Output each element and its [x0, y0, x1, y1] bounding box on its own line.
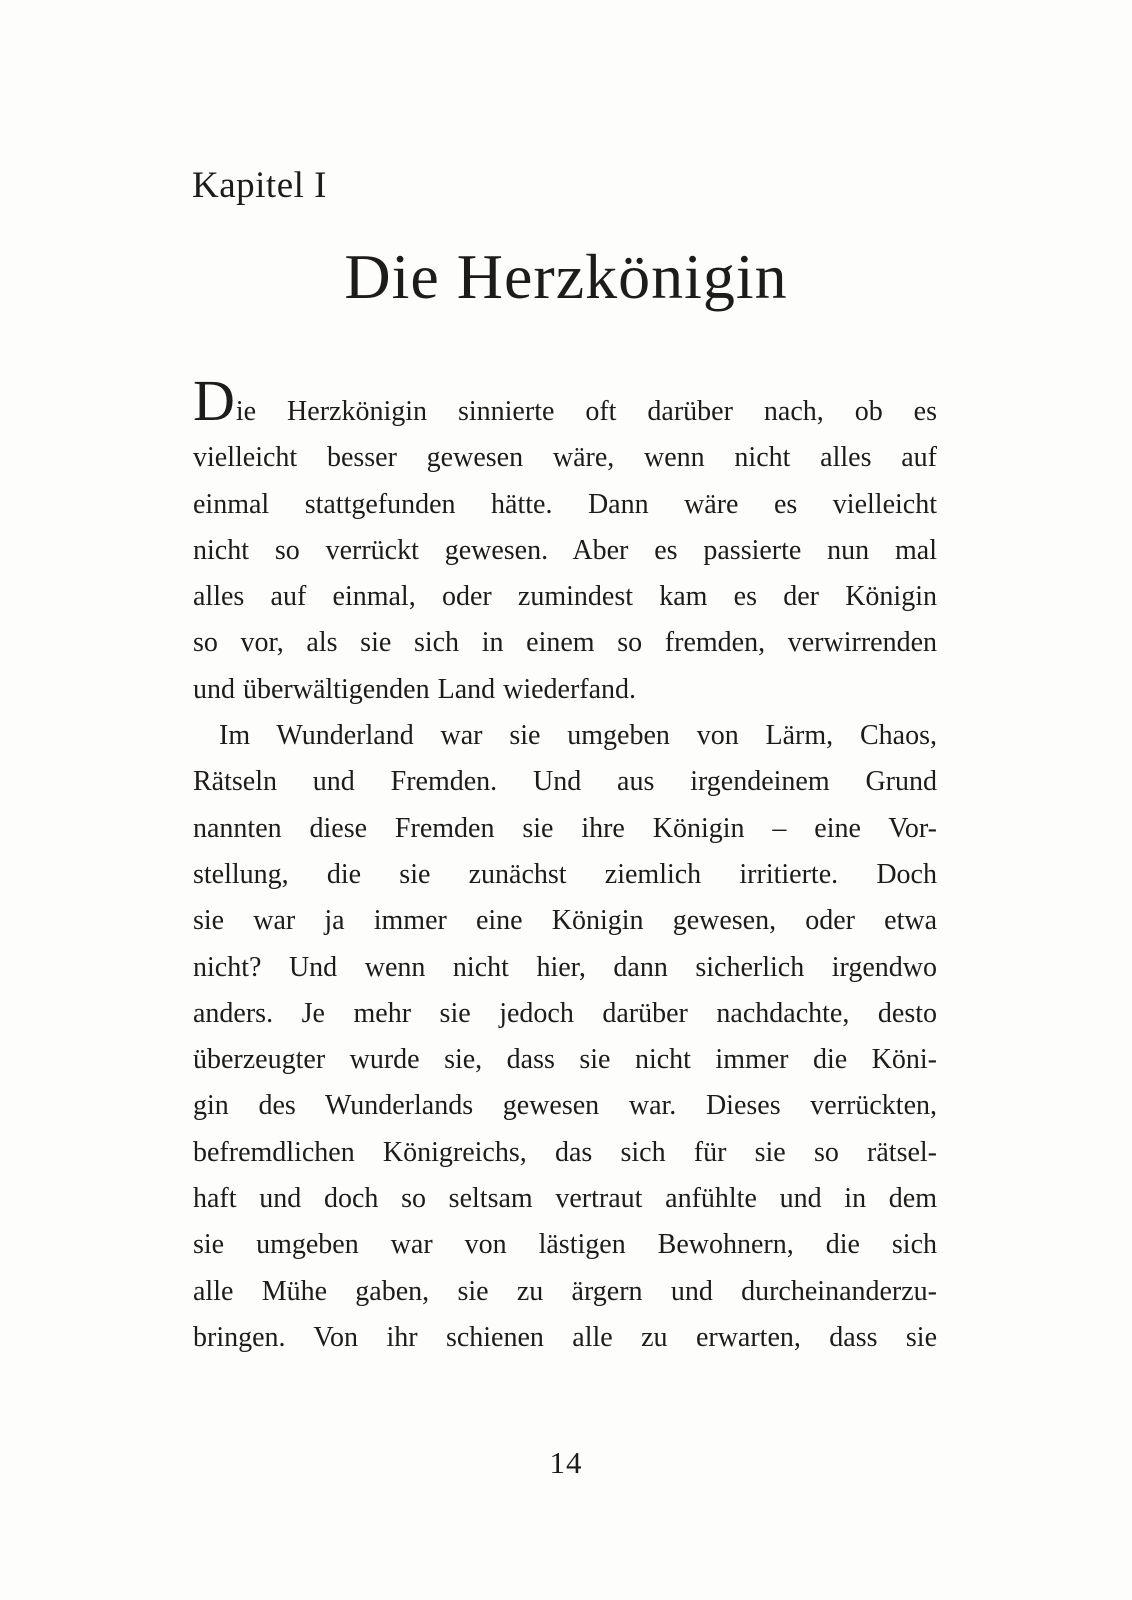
text-line: haft und doch so seltsam vertraut anfühlte und in dem — [193, 1183, 937, 1215]
text-line: befremdlichen Königreichs, das sich für sie so rätsel- — [193, 1136, 937, 1168]
text-line: sie umgeben war von lästigen Bewohnern, die sich — [193, 1229, 937, 1261]
text-line: einmal stattgefunden hätte. Dann wäre es vielleicht — [193, 488, 937, 520]
text-line: anders. Je mehr sie jedoch darüber nachdachte, desto — [193, 997, 937, 1029]
text-line: und überwältigenden Land wiederfand. — [193, 673, 637, 705]
text-line: Im Wunderland war sie umgeben von Lärm, Chaos, — [219, 720, 937, 752]
paragraph — [193, 368, 937, 713]
initial-cap: D — [193, 368, 236, 433]
chapter-title: Die Herzkönigin — [344, 241, 788, 312]
text-line: vielleicht besser gewesen wäre, wenn nicht alles auf — [193, 442, 937, 474]
text-line: alles auf einmal, oder zumindest kam es der Königin — [193, 581, 937, 613]
paragraph — [193, 713, 937, 1361]
text-line: so vor, als sie sich in einem so fremden, verwirrenden — [193, 627, 937, 659]
text-line: alle Mühe gaben, sie zu ärgern und durcheinanderzu- — [193, 1275, 937, 1307]
text-line: überzeugter wurde sie, dass sie nicht immer die Köni- — [193, 1044, 937, 1076]
page-number: 14 — [549, 1445, 583, 1480]
text-line: nicht? Und wenn nicht hier, dann sicherlich irgendwo — [193, 951, 937, 983]
text-line: sie war ja immer eine Königin gewesen, oder etwa — [193, 905, 937, 937]
text-line — [193, 368, 937, 435]
text-line: bringen. Von ihr schienen alle zu erwarten, dass sie — [193, 1321, 937, 1353]
chapter-label: Kapitel I — [192, 165, 327, 206]
text-line: nicht so verrückt gewesen. Aber es passierte nun mal — [193, 534, 937, 566]
text-line: stellung, die sie zunächst ziemlich irritierte. Doch — [193, 858, 937, 890]
text-line: gin des Wunderlands gewesen war. Dieses verrückten, — [193, 1090, 937, 1122]
body-text — [193, 368, 937, 1361]
text-line: Rätseln und Fremden. Und aus irgendeinem Grund — [193, 766, 937, 798]
text-line: nannten diese Fremden sie ihre Königin – eine Vor- — [193, 812, 937, 844]
text-line-rest: ie Herzkönigin sinnierte oft darüber nach, ob es — [235, 396, 937, 427]
